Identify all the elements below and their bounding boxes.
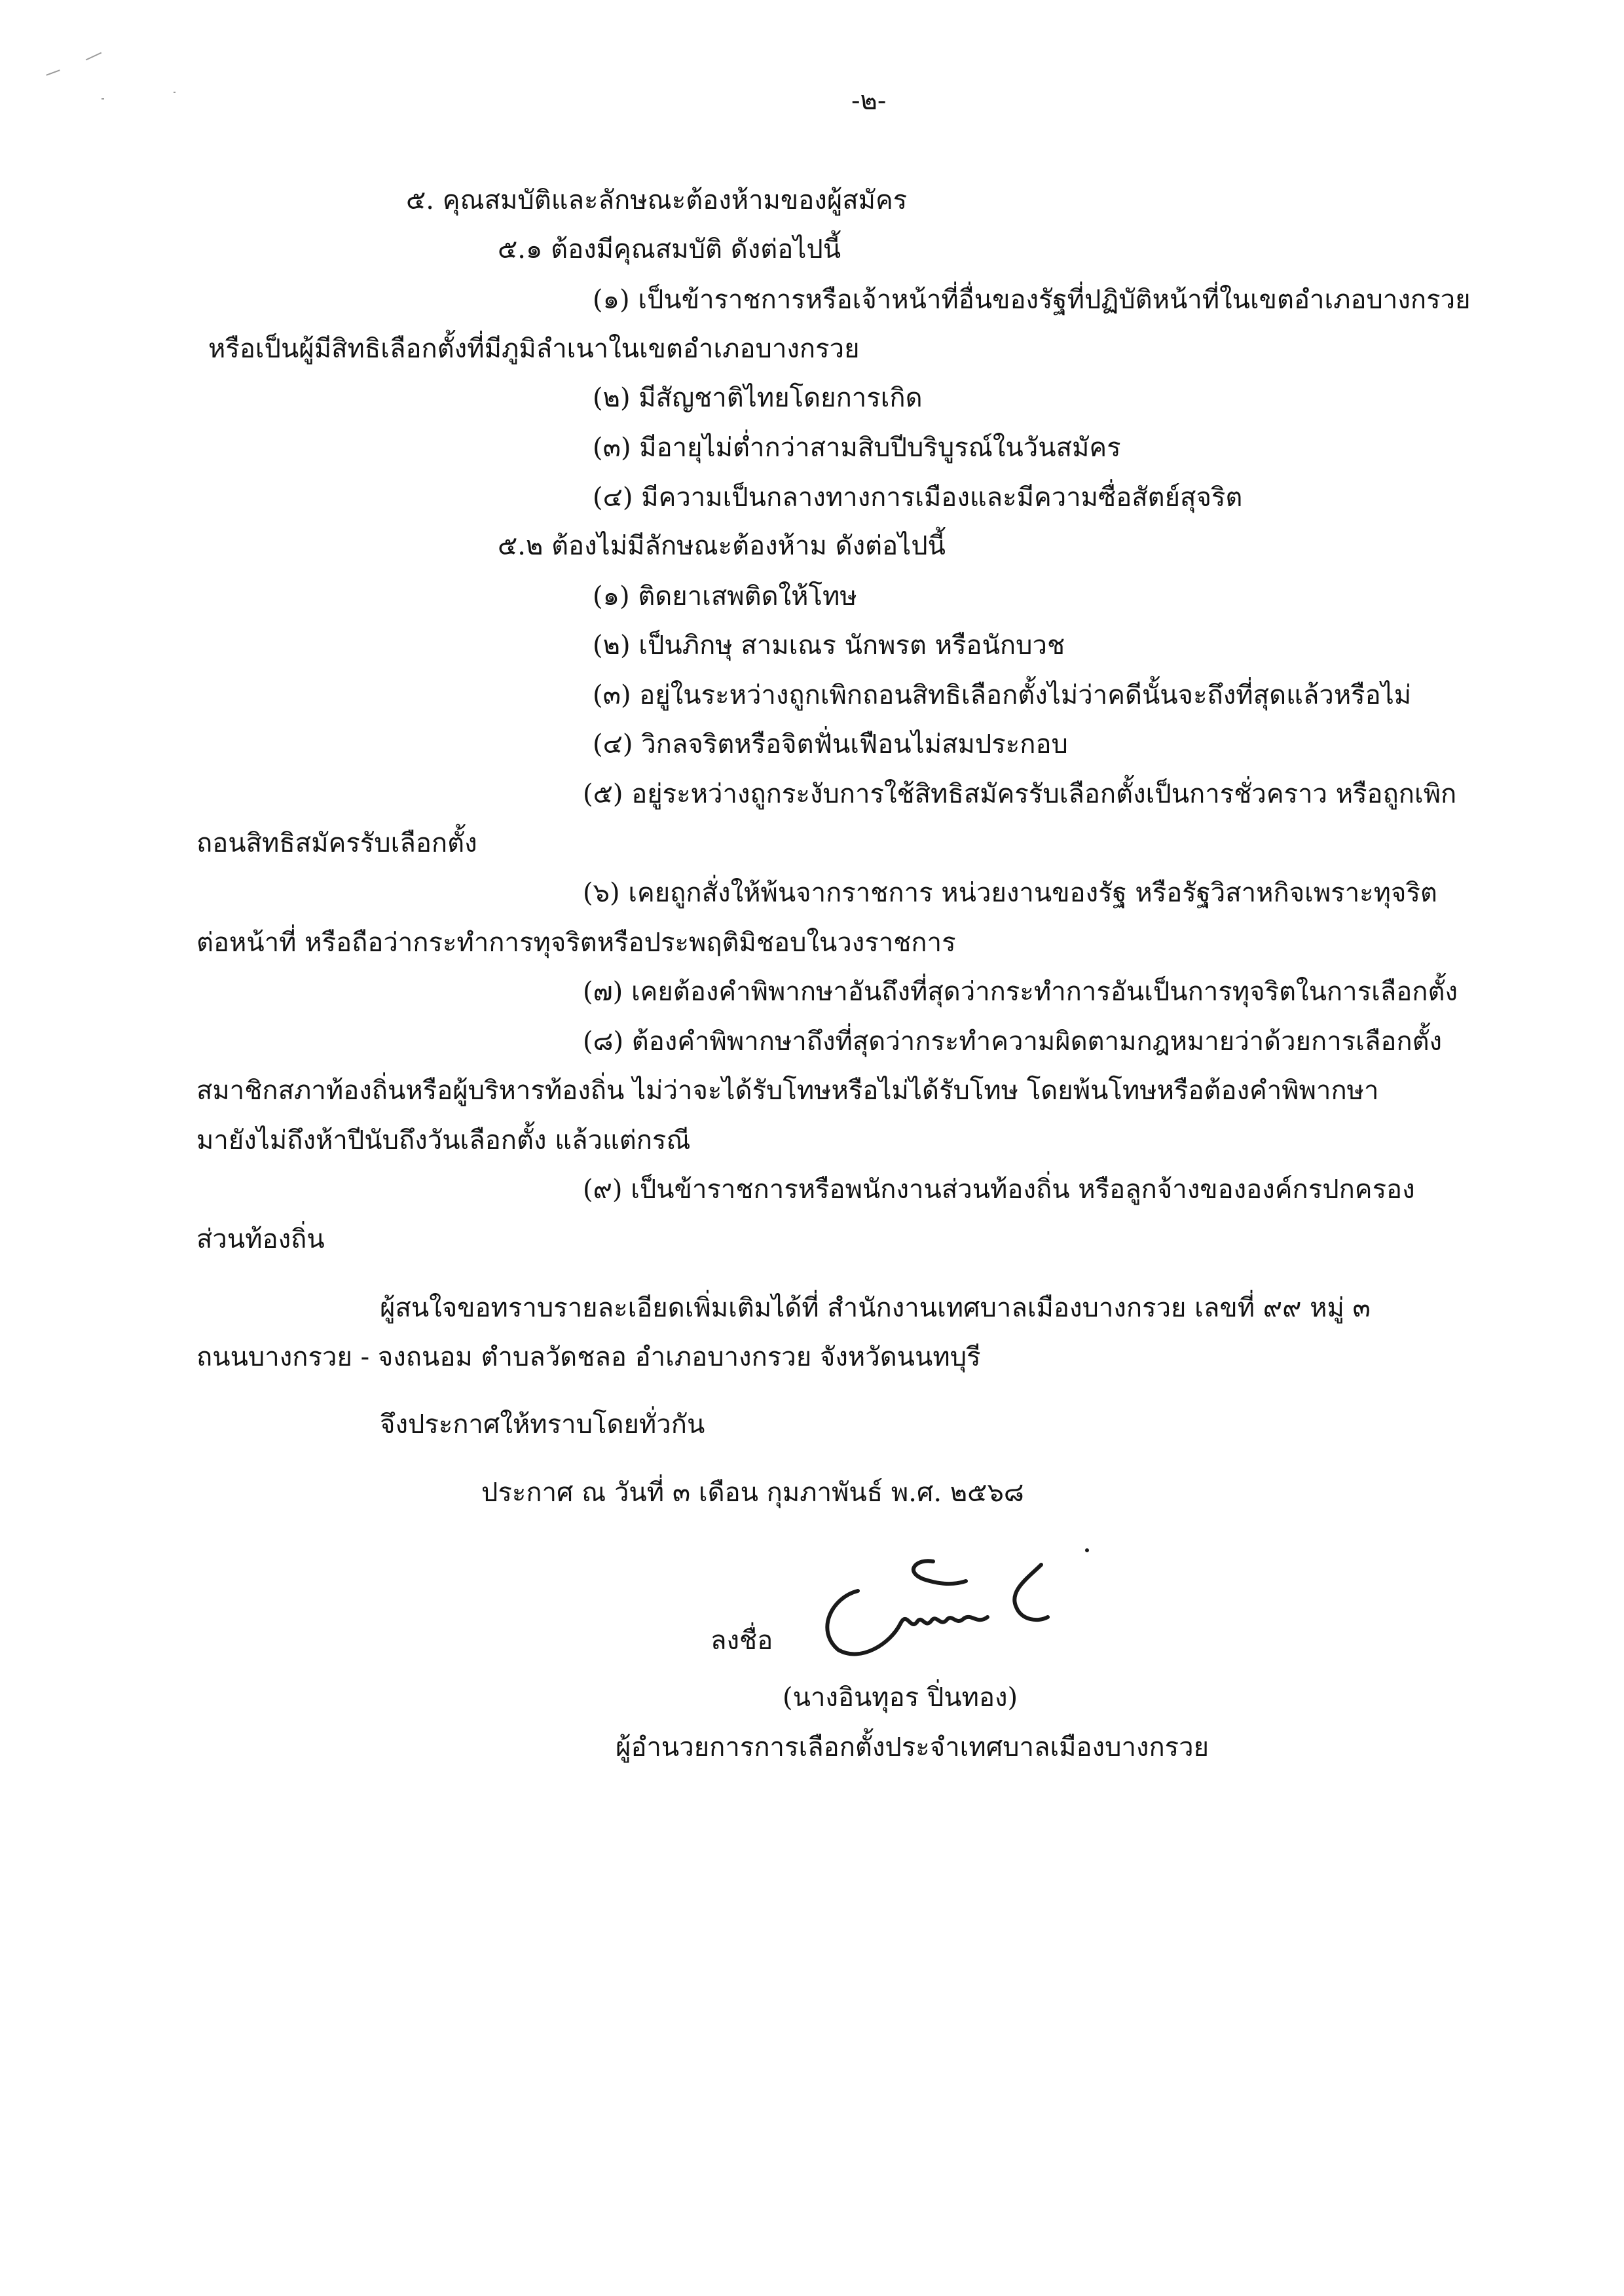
list-item: (๓) อยู่ในระหว่างถูกเพิกถอนสิทธิเลือกตั้งไม่ว่าคดีนั้นจะถึงที่สุดแล้วหรือไม่: [593, 680, 1412, 710]
list-item: (๒) เป็นภิกษุ สามเณร นักพรต หรือนักบวช: [593, 630, 1065, 661]
list-item: (๔) มีความเป็นกลางทางการเมืองและมีความซื่อสัตย์สุจริต: [593, 483, 1243, 513]
list-item: (๑) เป็นข้าราชการหรือเจ้าหน้าที่อื่นของรัฐที่ปฏิบัติหน้าที่ในเขตอำเภอบางกรวย: [593, 285, 1471, 315]
list-item: (๘) ต้องคำพิพากษาถึงที่สุดว่ากระทำความผิดตามกฎหมายว่าด้วยการเลือกตั้ง: [583, 1027, 1443, 1057]
list-item: (๓) มีอายุไม่ต่ำกว่าสามสิบปีบริบูรณ์ในวันสมัคร: [593, 433, 1121, 463]
subsection-heading: ๕.๒ ต้องไม่มีลักษณะต้องห้าม ดังต่อไปนี้: [498, 531, 946, 561]
list-item-continuation: ต่อหน้าที่ หรือถือว่ากระทำการทุจริตหรือประพฤติมิชอบในวงราชการ: [196, 928, 956, 958]
page-number: -๒-: [851, 86, 887, 116]
list-item: (๖) เคยถูกสั่งให้พ้นจากราชการ หน่วยงานของรัฐ หรือรัฐวิสาหกิจเพราะทุจริต: [583, 878, 1437, 908]
list-item: (๒) มีสัญชาติไทยโดยการเกิด: [593, 383, 923, 413]
scan-speck: [174, 92, 175, 93]
list-item: (๙) เป็นข้าราชการหรือพนักงานส่วนท้องถิ่น หรือลูกจ้างขององค์กรปกครอง: [583, 1175, 1415, 1205]
list-item-continuation: หรือเป็นผู้มีสิทธิเลือกตั้งที่มีภูมิลำเนาในเขตอำเภอบางกรวย: [208, 334, 860, 364]
scan-speck: [86, 52, 101, 61]
list-item: (๗) เคยต้องคำพิพากษาอันถึงที่สุดว่ากระทำการอันเป็นการทุจริตในการเลือกตั้ง: [583, 977, 1458, 1007]
signatory-name: (นางอินทุอร ปิ่นทอง): [783, 1683, 1018, 1713]
contact-paragraph-continuation: ถนนบางกรวย - จงถนอม ตำบลวัดชลอ อำเภอบางกรวย จังหวัดนนทบุรี: [196, 1342, 981, 1372]
handwritten-signature: [812, 1545, 1126, 1669]
section-heading: ๕. คุณสมบัติและลักษณะต้องห้ามของผู้สมัคร: [406, 185, 908, 215]
signatory-position: ผู้อำนวยการการเลือกตั้งประจำเทศบาลเมืองบางกรวย: [616, 1732, 1209, 1762]
scan-speck: [46, 69, 60, 75]
list-item: (๔) วิกลจริตหรือจิตฟั่นเฟือนไม่สมประกอบ: [593, 729, 1068, 759]
contact-paragraph: ผู้สนใจขอทราบรายละเอียดเพิ่มเติมได้ที่ สำนักงานเทศบาลเมืองบางกรวย เลขที่ ๙๙ หมู่ ๓: [380, 1293, 1371, 1323]
list-item: (๕) อยู่ระหว่างถูกระงับการใช้สิทธิสมัครรับเลือกตั้งเป็นการชั่วคราว หรือถูกเพิก: [583, 779, 1457, 809]
announcement-date: ประกาศ ณ วันที่ ๓ เดือน กุมภาพันธ์ พ.ศ. ๒๕๖๘: [481, 1478, 1024, 1508]
list-item-continuation: ถอนสิทธิสมัครรับเลือกตั้ง: [196, 828, 477, 858]
subsection-heading: ๕.๑ ต้องมีคุณสมบัติ ดังต่อไปนี้: [498, 234, 841, 264]
signature-label: ลงชื่อ: [710, 1626, 773, 1656]
list-item-continuation: สมาชิกสภาท้องถิ่นหรือผู้บริหารท้องถิ่น ไม่ว่าจะได้รับโทษหรือไม่ได้รับโทษ โดยพ้นโทษหรือต้องคำพิพากษา: [196, 1076, 1379, 1106]
list-item-continuation: ส่วนท้องถิ่น: [196, 1224, 325, 1254]
list-item-continuation: มายังไม่ถึงห้าปีนับถึงวันเลือกตั้ง แล้วแต่กรณี: [196, 1125, 691, 1156]
scan-speck: [101, 98, 104, 100]
list-item: (๑) ติดยาเสพติดให้โทษ: [593, 581, 857, 611]
closing-statement: จึงประกาศให้ทราบโดยทั่วกัน: [380, 1410, 705, 1440]
